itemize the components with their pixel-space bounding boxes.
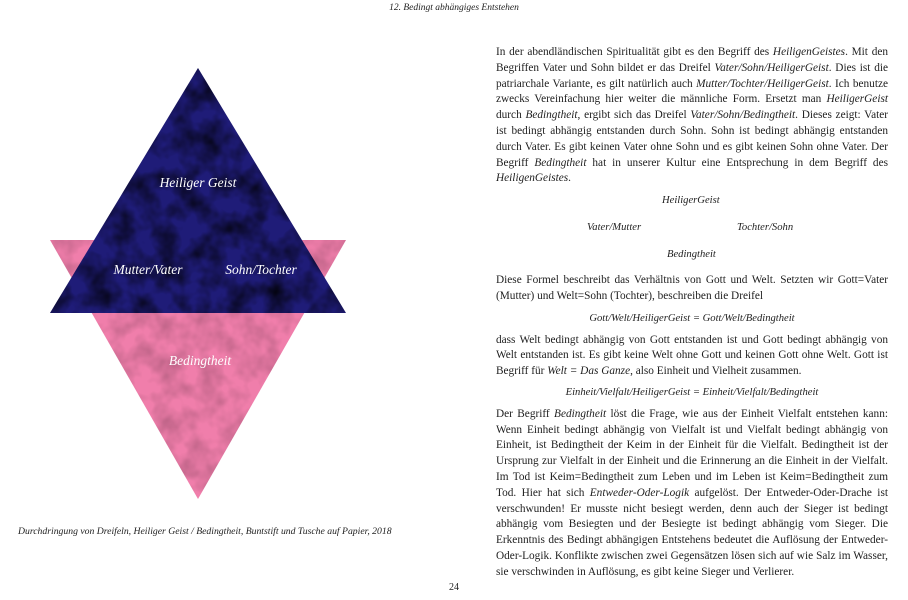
- figure-caption: Durchdringung von Dreifeln, Heiliger Geist / Bedingtheit, Buntstift und Tusche auf Papier, 2018: [18, 526, 392, 537]
- text-diagram: [496, 193, 888, 273]
- triangle-artwork: [45, 62, 355, 502]
- interpenetrating-triangles: [45, 62, 355, 502]
- emphasized-term: Bedingtheit: [554, 407, 607, 420]
- text-run: . Dies ist die patriarchale Variante, es gilt natürlich auch: [496, 61, 888, 90]
- text-run: In der abendländischen Spiritualität gibt es den Begriff des: [496, 46, 773, 58]
- text-run: Der Begriff: [496, 407, 555, 420]
- diagram-bottom-term: Bedingtheit: [667, 249, 716, 261]
- text-run: löst die Frage, wie aus der Einheit Vielfalt entstehen kann: Wenn Einheit bedingt abhängig von Vielfalt ist und Vielfalt bedingt abhängig von Einheit, ist Bedingtheit der Keim in der Einheit für die Vielfalt. Bedingtheit ist der Ursprung zur Vielfalt in der Einheit und die Erinnerung an die Einheit in der Vielfalt. Im Tod ist Keim=Bedingtheit zum Leben und im Leben ist Keim=Bedingtheit zum Tod. Hier hat sich: [496, 407, 888, 499]
- paragraph: [496, 407, 888, 581]
- body-text-column: [496, 45, 888, 581]
- label-bedingtheit: Bedingtheit: [168, 353, 232, 368]
- blue-triangle-texture: [50, 68, 346, 313]
- paragraph: [496, 45, 888, 187]
- label-mutter-vater: Mutter/Vater: [113, 262, 183, 277]
- emphasized-term: HeiligenGeistes: [772, 46, 846, 58]
- text-run: .: [568, 172, 571, 185]
- emphasized-term: Bedingtheit: [534, 156, 587, 169]
- text-run: durch: [496, 109, 526, 122]
- label-heiliger-geist: Heiliger Geist: [159, 175, 237, 190]
- paragraph: [496, 273, 888, 305]
- text-run: . Mit den Begriffen Vater und Sohn bildet er das Dreifel: [496, 46, 889, 74]
- paragraph: [496, 333, 888, 380]
- running-head: 12. Bedingt abhängiges Entstehen: [389, 3, 519, 13]
- emphasized-term: Vater/Sohn/Bedingtheit: [690, 109, 796, 122]
- text-run: , ergibt sich das Dreifel: [577, 109, 691, 122]
- text-run: . Dieses zeigt: Vater ist bedingt abhängig entstanden durch Sohn. Sohn ist bedingt abhängig entstanden durch Vater. Es gibt keinen Vater ohne Sohn und es gibt keinen Sohn ohne Vater. Der Begriff: [496, 109, 889, 169]
- formula: Einheit/Vielfalt/HeiligerGeist = Einheit/Vielfalt/Bedingtheit: [565, 386, 819, 398]
- page-number: 24: [449, 582, 459, 593]
- formula: Gott/Welt/HeiligerGeist = Gott/Welt/Bedingtheit: [589, 312, 795, 324]
- emphasized-term: HeiligerGeist: [826, 93, 888, 106]
- diagram-left-term: Vater/Mutter: [587, 222, 642, 234]
- text-run: aufgelöst. Der Entweder-Oder-Drache ist verschwunden! Er musste nicht besiegt werden, denn auch der Sieger ist bedingt abhängig vom Besiegten und der Besiegte ist bedingt abhängig vom Sieger. Die Erkenntnis des Bedingt abhängigen Entstehens bedeutet die Auflösung der Entweder-Oder-Logik. Konflikte zwischen zwei Gegensätzen lösen sich auf wie Salz im Wasser, sie verschwinden in Auflösung, es gibt keine Sieger und Verlierer.: [496, 486, 888, 578]
- emphasized-term: Mutter/Tochter/HeiligerGeist: [696, 77, 829, 90]
- text-run: Diese Formel beschreibt das Verhältnis von Gott und Welt. Setzten wir Gott=Vater (Mutter) und Welt=Sohn (Tochter), beschreiben die Dreifel: [496, 274, 888, 302]
- label-sohn-tochter: Sohn/Tochter: [225, 262, 297, 277]
- diagram-top-term: HeiligerGeist: [662, 195, 720, 207]
- emphasized-term: Welt = Das Ganze: [547, 365, 631, 378]
- emphasized-term: Vater/Sohn/HeiligerGeist: [714, 61, 829, 74]
- emphasized-term: Entweder-Oder-Logik: [589, 486, 690, 499]
- text-run: , also Einheit und Vielheit zusammen.: [630, 365, 802, 378]
- emphasized-term: Bedingtheit: [525, 109, 578, 122]
- text-run: dass Welt bedingt abhängig von Gott entstanden ist und Gott bedingt abhängig von Welt entstanden ist. Es gibt keine Welt ohne Gott und keinen Gott ohne Welt. Gott ist Begriff für: [496, 333, 888, 378]
- diagram-right-term: Tochter/Sohn: [737, 222, 794, 234]
- text-run: hat in unserer Kultur eine Entsprechung in dem Begriff des: [586, 156, 888, 169]
- emphasized-term: HeiligenGeistes: [496, 172, 569, 185]
- text-run: . Ich benutze zwecks Vereinfachung hier weiter die männliche Form. Ersetzt man: [496, 77, 888, 106]
